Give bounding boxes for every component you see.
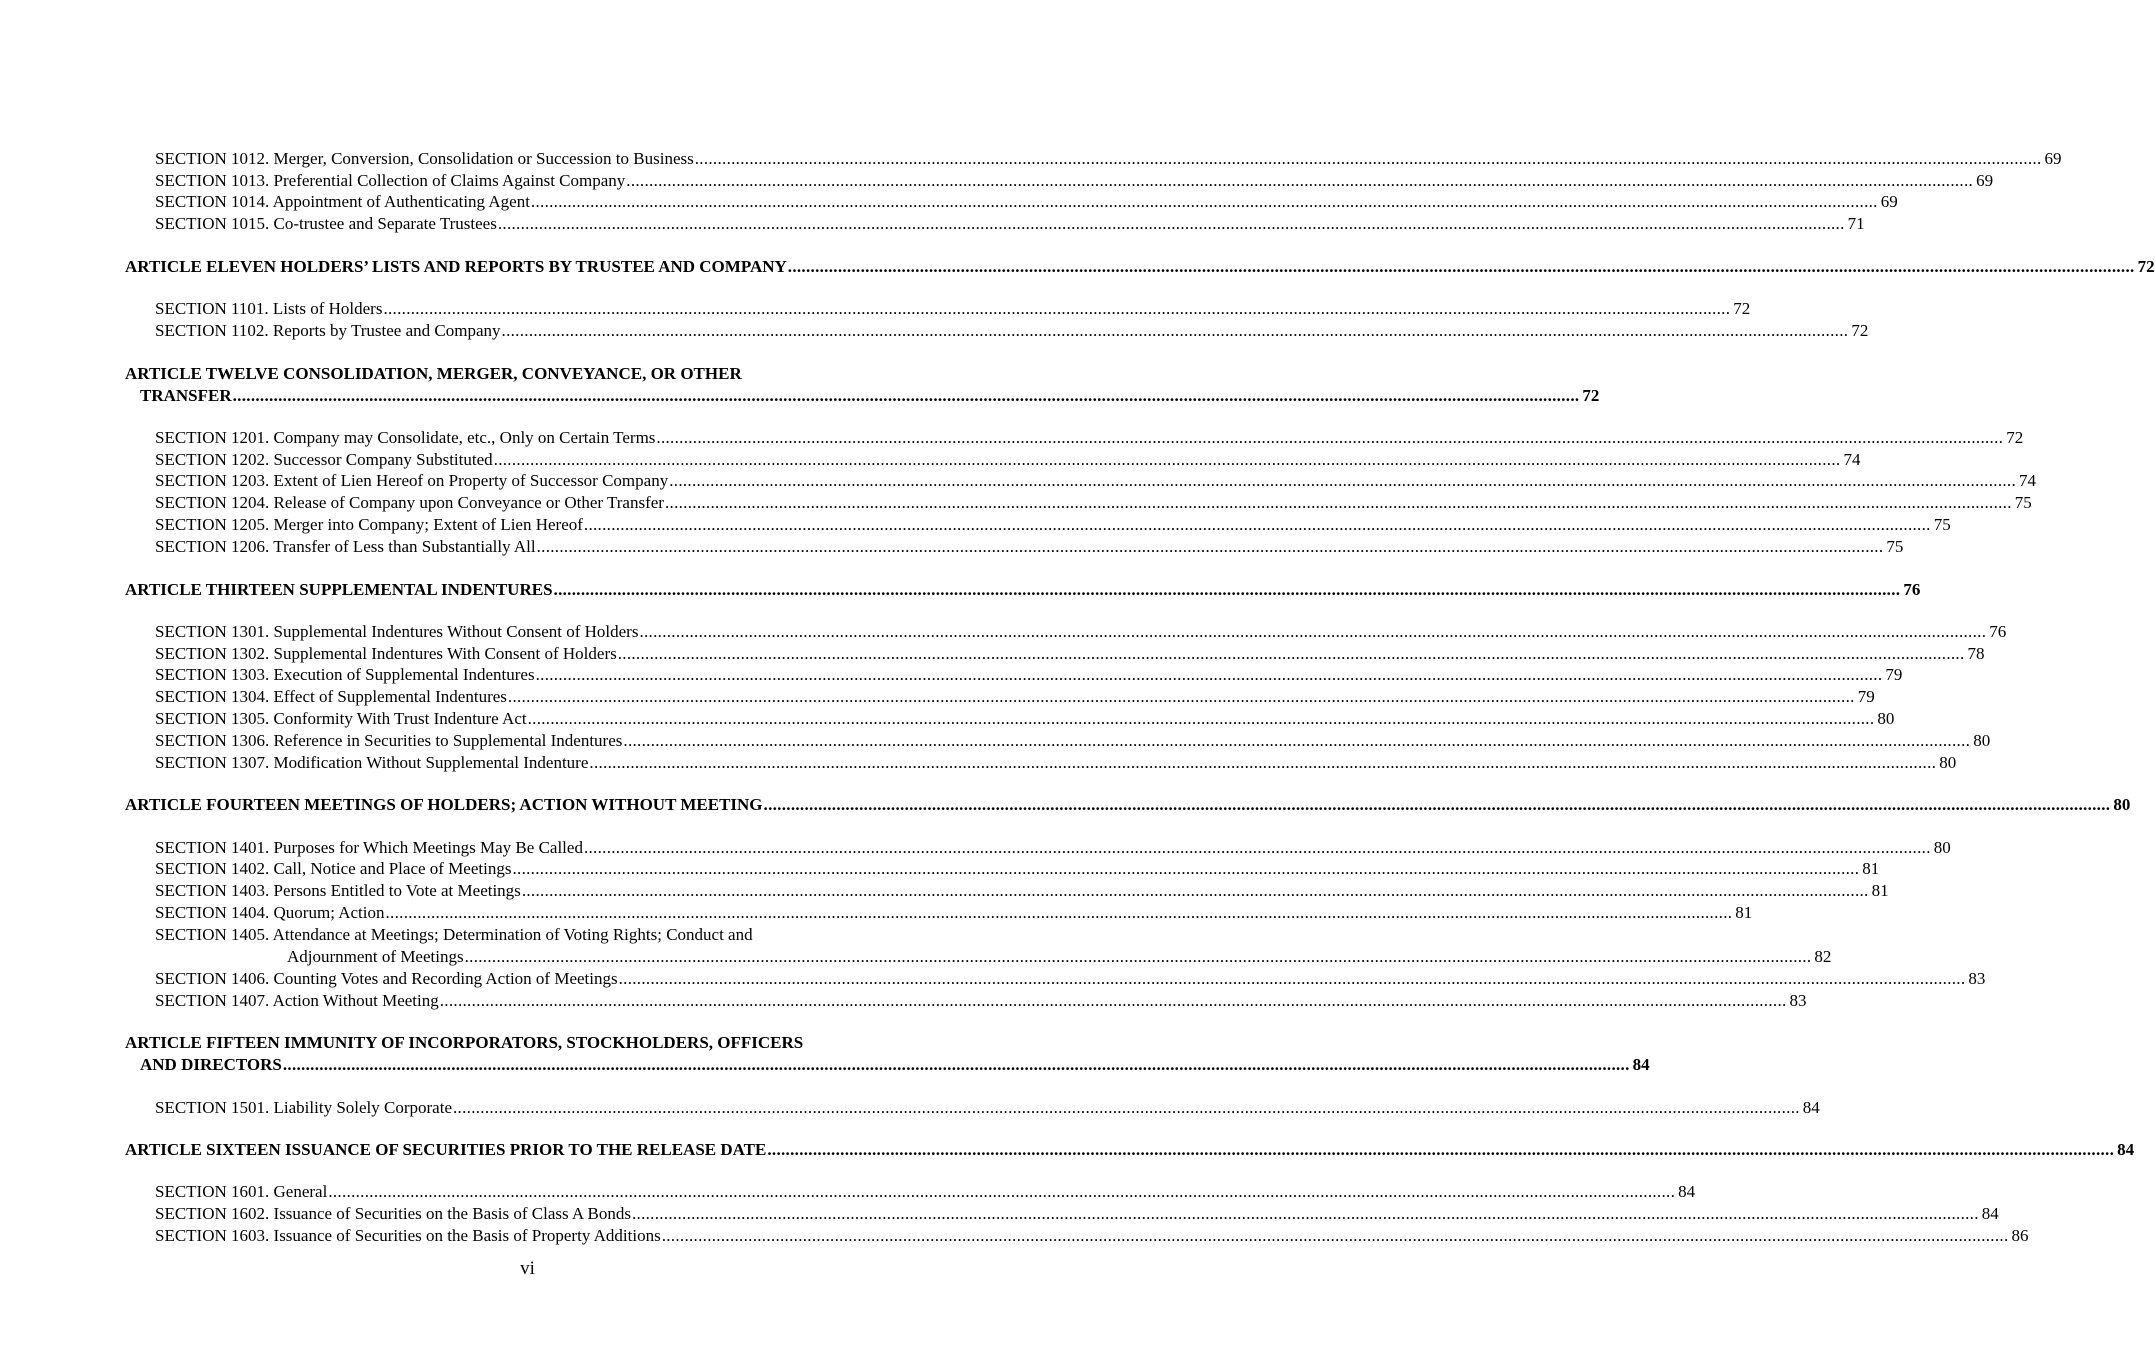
toc-entry-section-1303[interactable]: SECTION 1303. Execution of Supplemental Indentures ..... 79 [155,664,931,686]
toc-entry-section-1306[interactable]: SECTION 1306. Reference in Securities to Supplemental Indentures ..... 80 [155,730,931,752]
toc-entry-section-1205[interactable]: SECTION 1205. Merger into Company; Extent of Lien Hereof ..... 75 [155,514,931,536]
page-ref: 84 [2117,1140,2135,1159]
page-ref: 83 [1789,991,1807,1010]
page-ref: 69 [2044,149,2062,168]
toc-entry-article-fifteen[interactable]: ARTICLE FIFTEEN IMMUNITY OF INCORPORATORS, STOCKHOLDERS, OFFICERS [125,1033,804,1052]
dot-leader [656,427,2003,449]
page-ref: 80 [1877,709,1895,728]
page-ref: 84 [1802,1098,1820,1117]
page-ref: 84 [1632,1055,1650,1074]
page-ref: 72 [2006,428,2024,447]
dot-leader [639,621,1986,643]
dot-leader [669,470,2016,492]
toc-entry-section-1012[interactable]: SECTION 1012. Merger, Conversion, Consolidation or Succession to Business ..... 69 [155,148,931,170]
dot-leader [626,170,1973,192]
toc-entry-section-1407[interactable]: SECTION 1407. Action Without Meeting ..... 83 [155,990,931,1012]
dot-leader [767,1139,2114,1161]
toc-entry-section-1206[interactable]: SECTION 1206. Transfer of Less than Substantially All ..... 75 [155,536,931,558]
toc-entry-article-eleven[interactable]: ARTICLE ELEVEN HOLDERS’ LISTS AND REPORTS BY TRUSTEE AND COMPANY ..... 72 [125,256,931,278]
dot-leader [618,643,1965,665]
dot-leader [632,1203,1979,1225]
page-number: vi [520,1258,535,1279]
dot-leader [695,148,2042,170]
dot-leader [453,1097,1800,1119]
page-ref: 69 [1880,192,1898,211]
dot-leader [584,837,1931,859]
toc-entry-section-1204[interactable]: SECTION 1204. Release of Company upon Conveyance or Other Transfer ..... 75 [155,492,931,514]
dot-leader [328,1181,1675,1203]
page-ref: 81 [1735,903,1753,922]
dot-leader [233,385,1580,407]
dot-leader [383,298,1730,320]
toc-entry-section-1201[interactable]: SECTION 1201. Company may Consolidate, etc., Only on Certain Terms ..... 72 [155,427,931,449]
page-ref: 72 [2137,257,2155,276]
dot-leader [554,579,1901,601]
toc-entry-section-1406[interactable]: SECTION 1406. Counting Votes and Recording Action of Meetings ..... 83 [155,968,931,990]
page-ref: 72 [1851,321,1869,340]
toc-entry-section-1101[interactable]: SECTION 1101. Lists of Holders ..... 72 [155,298,931,320]
toc-entry-section-1203[interactable]: SECTION 1203. Extent of Lien Hereof on Property of Successor Company ..... 74 [155,470,931,492]
page-ref: 80 [2113,795,2131,814]
dot-leader [788,256,2135,278]
page-ref: 74 [1843,450,1861,469]
dot-leader [619,968,1966,990]
toc-entry-section-1405-cont[interactable]: Adjournment of Meetings ..... 82 [287,946,931,968]
toc-entry-section-1304[interactable]: SECTION 1304. Effect of Supplemental Indentures ..... 79 [155,686,931,708]
dot-leader [512,858,1859,880]
toc-entry-section-1013[interactable]: SECTION 1013. Preferential Collection of Claims Against Company ..... 69 [155,170,931,192]
toc-entry-section-1305[interactable]: SECTION 1305. Conformity With Trust Indenture Act ..... 80 [155,708,931,730]
page-ref: 76 [1989,622,2007,641]
dot-leader [665,492,2012,514]
dot-leader [528,708,1875,730]
dot-leader [498,213,1845,235]
dot-leader [537,536,1884,558]
dot-leader [584,514,1931,536]
toc-entry-section-1307[interactable]: SECTION 1307. Modification Without Supplemental Indenture ..... 80 [155,752,931,774]
toc-entry-section-1601[interactable]: SECTION 1601. General ..... 84 [155,1181,931,1203]
toc-entry-section-1401[interactable]: SECTION 1401. Purposes for Which Meetings May Be Called ..... 80 [155,837,931,859]
page-ref: 71 [1847,214,1865,233]
dot-leader [465,946,1812,968]
page-ref: 72 [1582,386,1600,405]
toc-entry-article-fourteen[interactable]: ARTICLE FOURTEEN MEETINGS OF HOLDERS; ACTION WITHOUT MEETING ..... 80 [125,794,931,816]
page-ref: 69 [1976,171,1994,190]
page-ref: 78 [1967,644,1985,663]
toc-entry-section-1404[interactable]: SECTION 1404. Quorum; Action ..... 81 [155,902,931,924]
page-ref: 81 [1871,881,1889,900]
page-ref: 74 [2019,471,2037,490]
page-ref: 76 [1903,580,1921,599]
dot-leader [531,191,1878,213]
toc-entry-article-fifteen-cont[interactable]: AND DIRECTORS ..... 84 [140,1054,931,1076]
page-ref: 79 [1885,665,1903,684]
dot-leader [494,449,1841,471]
page-ref: 83 [1968,969,1986,988]
toc-entry-section-1302[interactable]: SECTION 1302. Supplemental Indentures With Consent of Holders ..... 78 [155,643,931,665]
dot-leader [764,794,2111,816]
dot-leader [536,664,1883,686]
toc-entry-section-1015[interactable]: SECTION 1015. Co-trustee and Separate Trustees ..... 71 [155,213,931,235]
toc-entry-section-1014[interactable]: SECTION 1014. Appointment of Authenticating Agent ..... 69 [155,191,931,213]
dot-leader [522,880,1869,902]
toc-entry-section-1102[interactable]: SECTION 1102. Reports by Trustee and Company ..... 72 [155,320,931,342]
dot-leader [662,1225,2009,1247]
toc-entry-section-1405[interactable]: SECTION 1405. Attendance at Meetings; Determination of Voting Rights; Conduct and [155,925,753,944]
dot-leader [386,902,1733,924]
page-ref: 75 [1886,537,1904,556]
toc-entry-section-1403[interactable]: SECTION 1403. Persons Entitled to Vote at Meetings ..... 81 [155,880,931,902]
page-ref: 75 [1933,515,1951,534]
dot-leader [589,752,1936,774]
toc-entry-article-twelve[interactable]: ARTICLE TWELVE CONSOLIDATION, MERGER, CONVEYANCE, OR OTHER [125,364,742,383]
toc-entry-article-sixteen[interactable]: ARTICLE SIXTEEN ISSUANCE OF SECURITIES PRIOR TO THE RELEASE DATE ..... 84 [125,1139,931,1161]
page-ref: 84 [1678,1182,1696,1201]
page-ref: 81 [1862,859,1880,878]
page-ref: 80 [1973,731,1991,750]
page-ref: 75 [2014,493,2032,512]
dot-leader [502,320,1849,342]
dot-leader [440,990,1787,1012]
toc-entry-article-thirteen[interactable]: ARTICLE THIRTEEN SUPPLEMENTAL INDENTURES ..... 76 [125,579,931,601]
toc-entry-section-1603[interactable]: SECTION 1603. Issuance of Securities on the Basis of Property Additions ..... 86 [155,1225,931,1247]
toc-entry-section-1202[interactable]: SECTION 1202. Successor Company Substituted ..... 74 [155,449,931,471]
toc-entry-section-1402[interactable]: SECTION 1402. Call, Notice and Place of Meetings ..... 81 [155,858,931,880]
page-ref: 82 [1814,947,1832,966]
page-ref: 72 [1733,299,1751,318]
page-ref: 86 [2011,1226,2029,1245]
page-ref: 80 [1939,753,1957,772]
page-ref: 79 [1857,687,1875,706]
dot-leader [623,730,1970,752]
toc-entry-section-1602[interactable]: SECTION 1602. Issuance of Securities on the Basis of Class A Bonds ..... 84 [155,1203,931,1225]
toc-entry-article-twelve-cont[interactable]: TRANSFER ..... 72 [140,385,931,407]
page-ref: 80 [1933,838,1951,857]
toc-entry-section-1301[interactable]: SECTION 1301. Supplemental Indentures Without Consent of Holders ..... 76 [155,621,931,643]
toc-entry-section-1501[interactable]: SECTION 1501. Liability Solely Corporate ..... 84 [155,1097,931,1119]
page-ref: 84 [1981,1204,1999,1223]
dot-leader [283,1054,1630,1076]
dot-leader [508,686,1855,708]
